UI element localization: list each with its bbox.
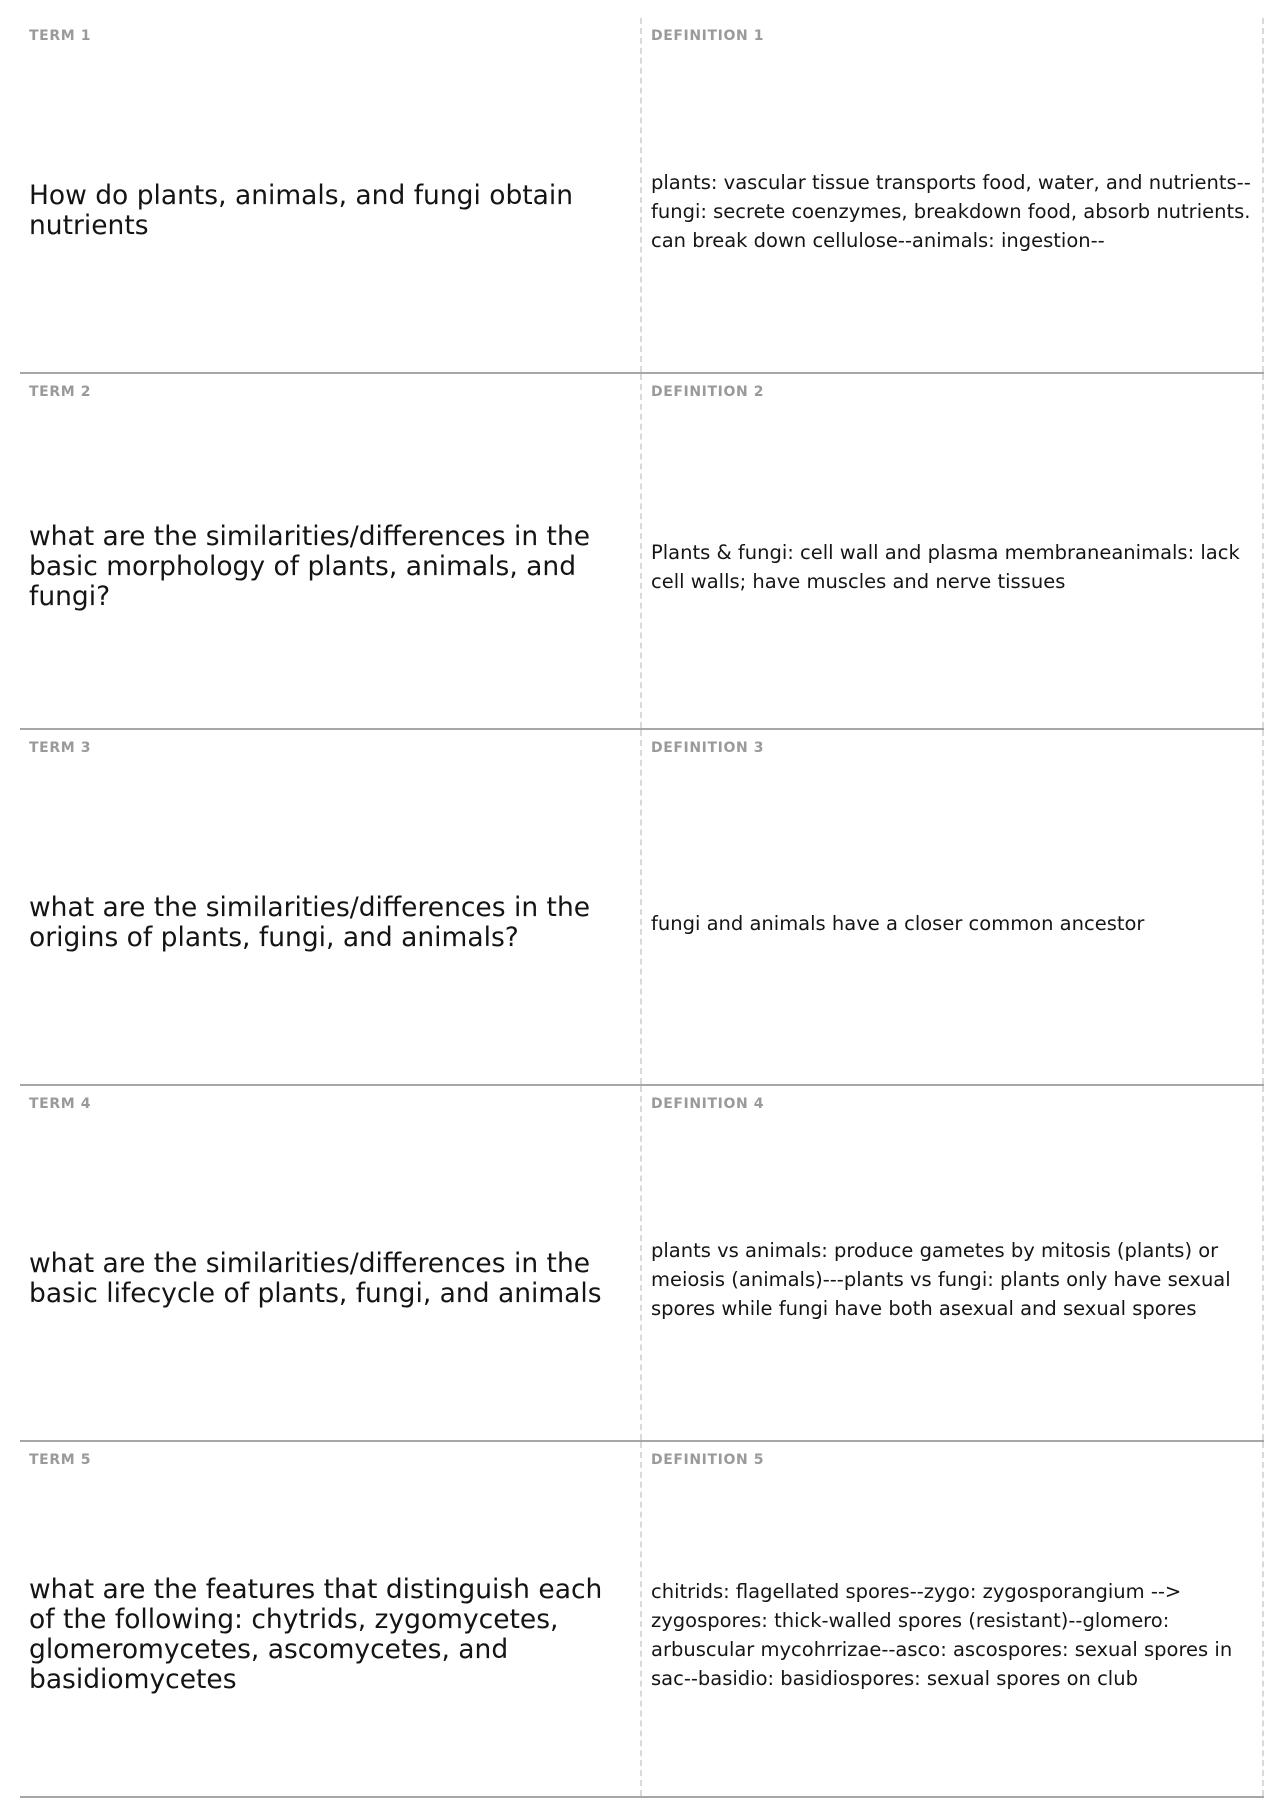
- term-body: [29, 1482, 630, 1788]
- definition-cell: [642, 730, 1264, 1084]
- definition-cell: [642, 18, 1264, 372]
- term-body: [29, 414, 630, 720]
- definition-cell: [642, 374, 1264, 728]
- definition-cell: [642, 1086, 1264, 1440]
- term-label: TERM 2: [29, 384, 92, 400]
- term-cell: [20, 1442, 642, 1796]
- term-cell: [20, 1086, 642, 1440]
- term-text: what are the similarities/differences in the basic lifecycle of plants, fungi, and animals: [29, 1248, 602, 1309]
- card-row-1: [20, 18, 1264, 374]
- definition-cell: [642, 1442, 1264, 1796]
- term-text: How do plants, animals, and fungi obtain nutrients: [29, 180, 574, 241]
- definition-label: DEFINITION 1: [651, 28, 765, 44]
- definition-body: [651, 1482, 1252, 1788]
- definition-label: DEFINITION 4: [651, 1096, 765, 1112]
- term-cell: [20, 374, 642, 728]
- term-body: [29, 1126, 630, 1432]
- definition-text: plants: vascular tissue transports food, water, and nutrients--fungi: secrete coenzymes, breakdown food, absorb nutrients. can break down cellulose--animals: ingestion--: [651, 170, 1251, 252]
- definition-body: [651, 1126, 1252, 1432]
- term-label: TERM 5: [29, 1452, 92, 1468]
- term-text: what are the similarities/differences in the basic morphology of plants, animals, and fungi?: [29, 521, 591, 612]
- term-body: [29, 770, 630, 1076]
- definition-text: Plants & fungi: cell wall and plasma membraneanimals: lack cell walls; have muscles and nerve tissues: [651, 541, 1240, 593]
- definition-text: fungi and animals have a closer common ancestor: [651, 911, 1145, 935]
- term-text: what are the similarities/differences in the origins of plants, fungi, and animals?: [29, 892, 591, 953]
- definition-label: DEFINITION 5: [651, 1452, 765, 1468]
- card-row-4: [20, 1086, 1264, 1442]
- definition-body: [651, 414, 1252, 720]
- definition-label: DEFINITION 3: [651, 740, 765, 756]
- definition-text: plants vs animals: produce gametes by mitosis (plants) or meiosis (animals)---plants vs fungi: plants only have sexual spores while fungi have both asexual and sexual spores: [651, 1238, 1231, 1320]
- term-cell: [20, 18, 642, 372]
- card-row-2: [20, 374, 1264, 730]
- definition-label: DEFINITION 2: [651, 384, 765, 400]
- term-body: [29, 58, 630, 364]
- card-row-5: [20, 1442, 1264, 1798]
- term-label: TERM 1: [29, 28, 92, 44]
- term-cell: [20, 730, 642, 1084]
- definition-body: [651, 58, 1252, 364]
- definition-body: [651, 770, 1252, 1076]
- term-label: TERM 4: [29, 1096, 92, 1112]
- flashcard-sheet: [20, 18, 1264, 1798]
- term-label: TERM 3: [29, 740, 92, 756]
- card-row-3: [20, 730, 1264, 1086]
- definition-text: chitrids: flagellated spores--zygo: zygosporangium --> zygospores: thick-walled spores (resistant)--glomero: arbuscular mycohrrizae--asco: ascospores: sexual spores in sac--basidio: basidiospores: sexual spores on club: [651, 1580, 1233, 1690]
- term-text: what are the features that distinguish each of the following: chytrids, zygomycetes, glomeromycetes, ascomycetes, and basidiomycetes: [29, 1574, 603, 1695]
